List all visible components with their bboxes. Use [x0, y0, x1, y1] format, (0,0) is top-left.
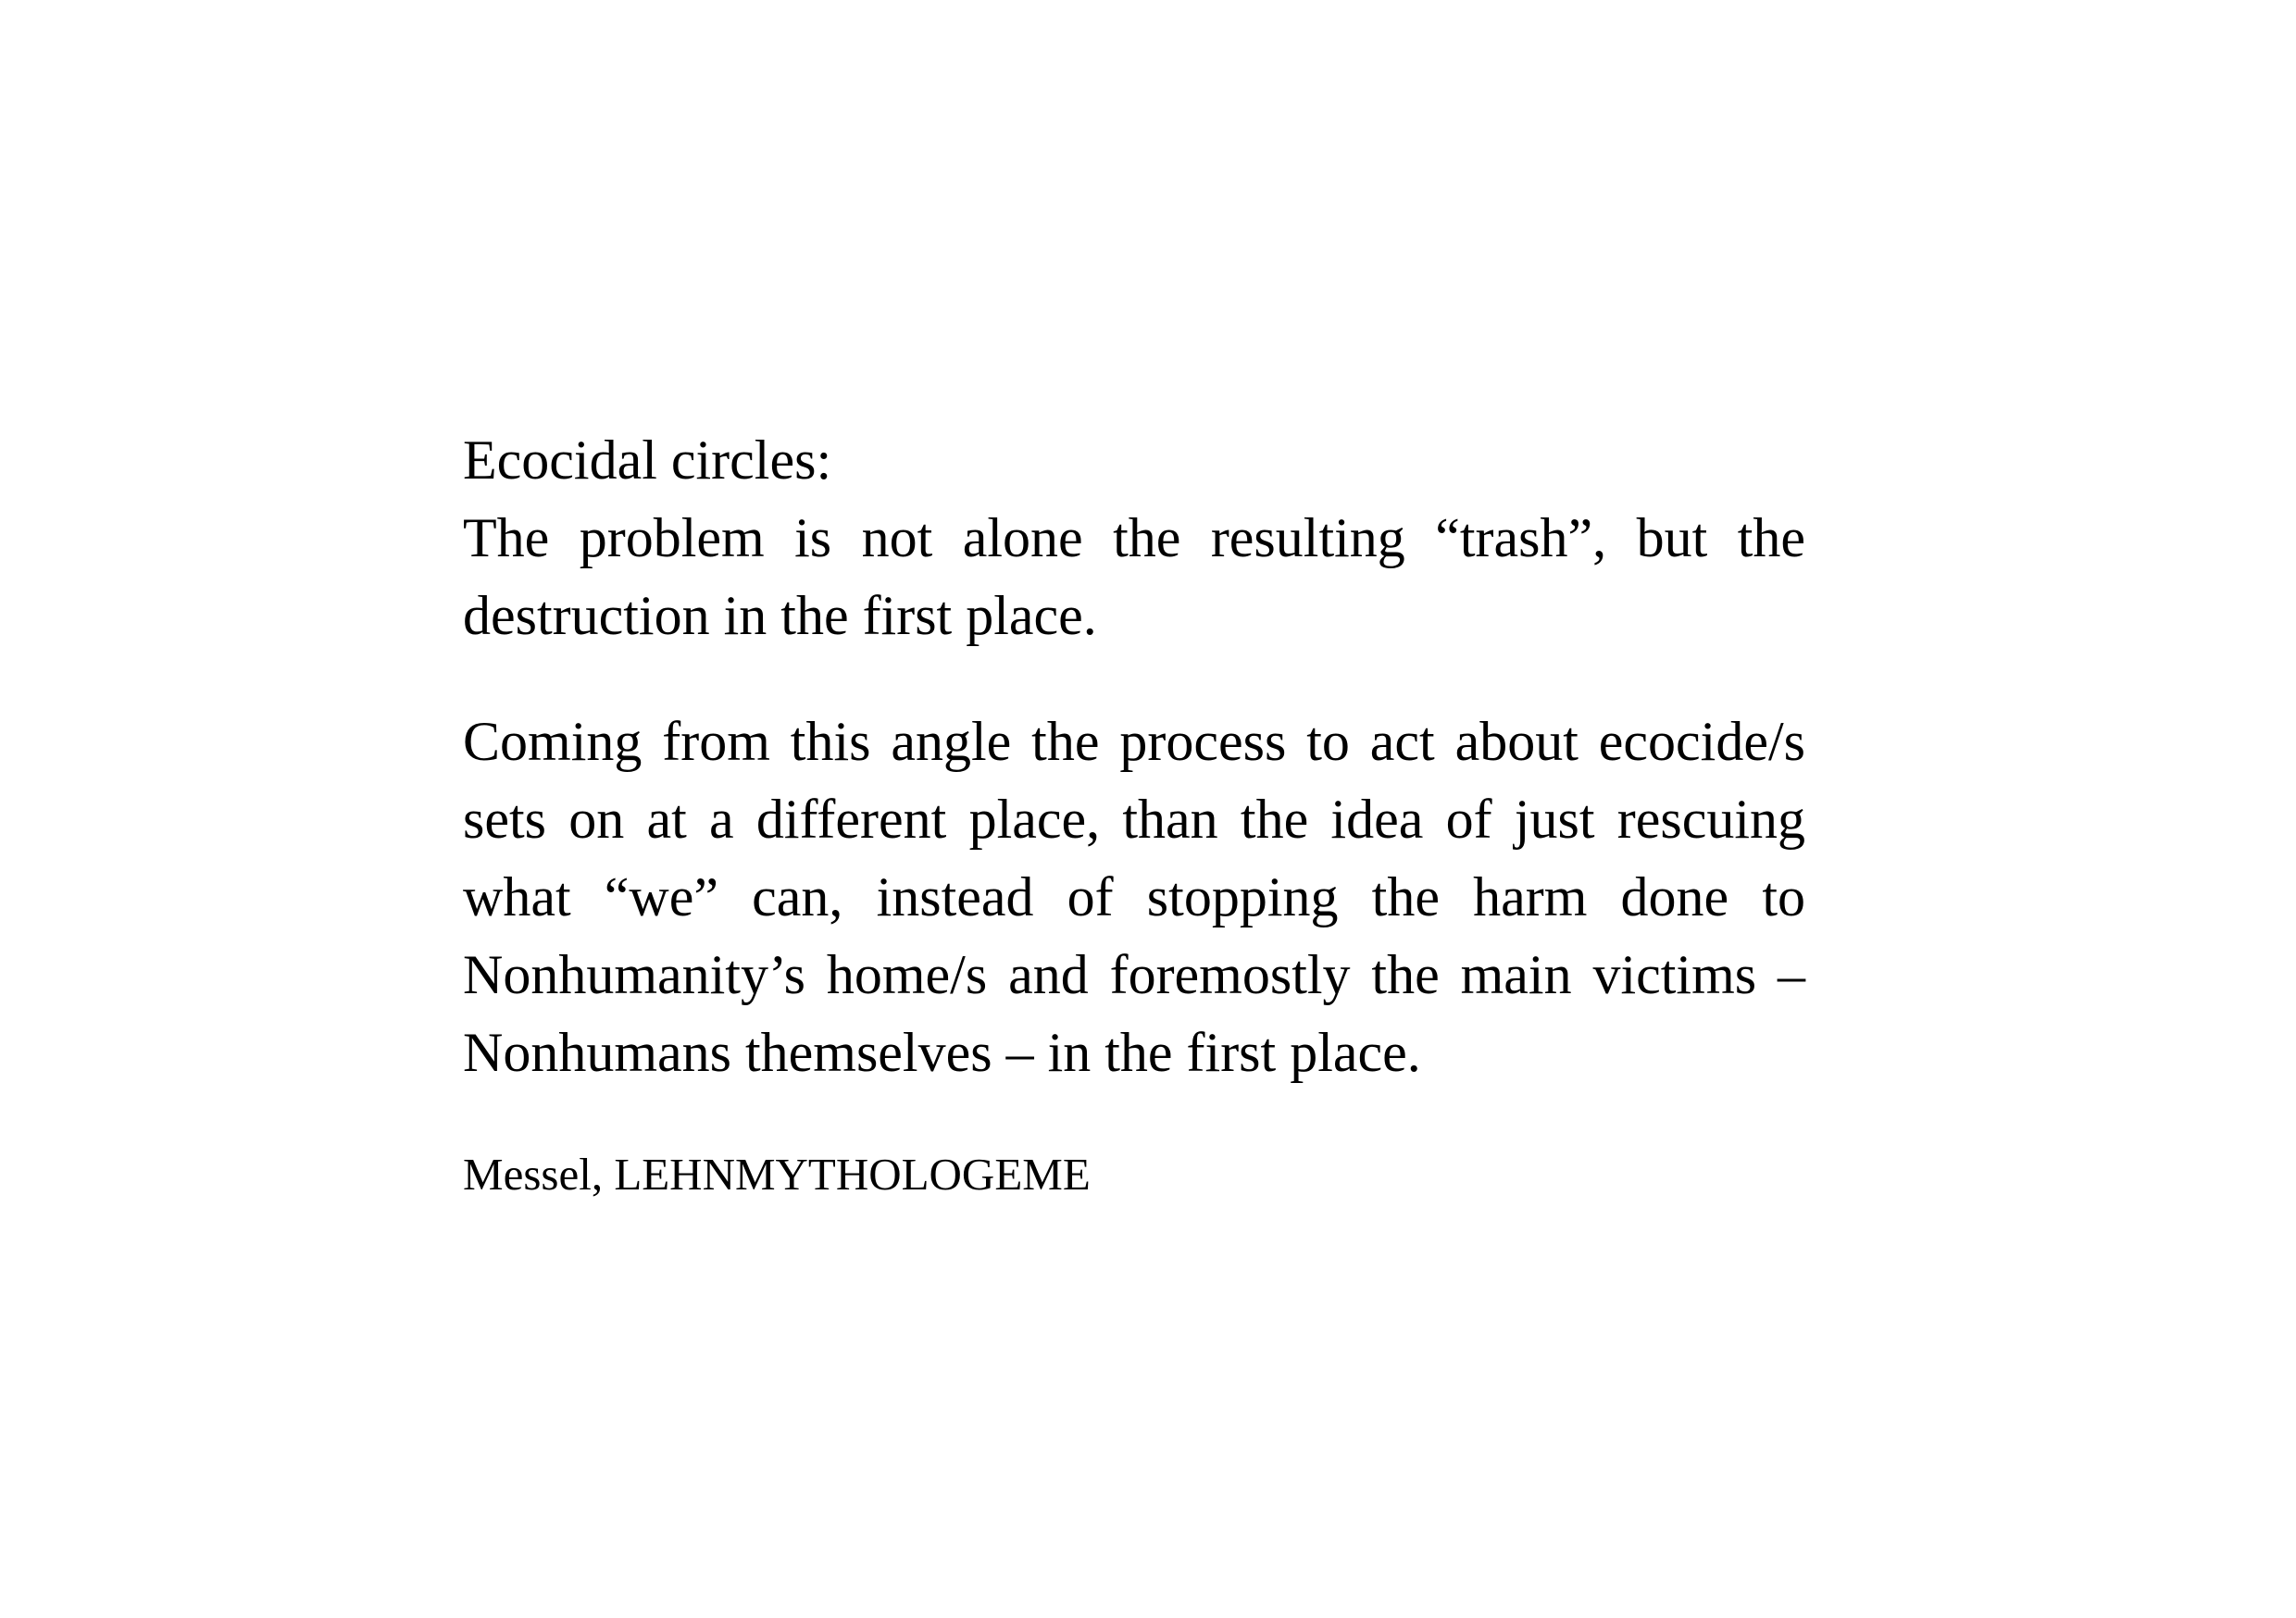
signature: Messel, LEHNMYTHOLOGEME	[463, 1149, 1091, 1200]
paragraph-1: The problem is not alone the resulting “trash”, but the destruction in the first place.	[463, 507, 1805, 646]
paragraph-2: Coming from this angle the process to act about ecocide/s sets on at a different place, than the idea of just rescuing what “we” can, instead of stopping the harm done to Nonhumanity’s home/s and foremostly the main victims – Nonhumans themselves – in the first place.	[463, 711, 1805, 1083]
document-text-block	[463, 421, 1805, 1202]
document-heading: Ecocidal circles:	[463, 429, 832, 491]
